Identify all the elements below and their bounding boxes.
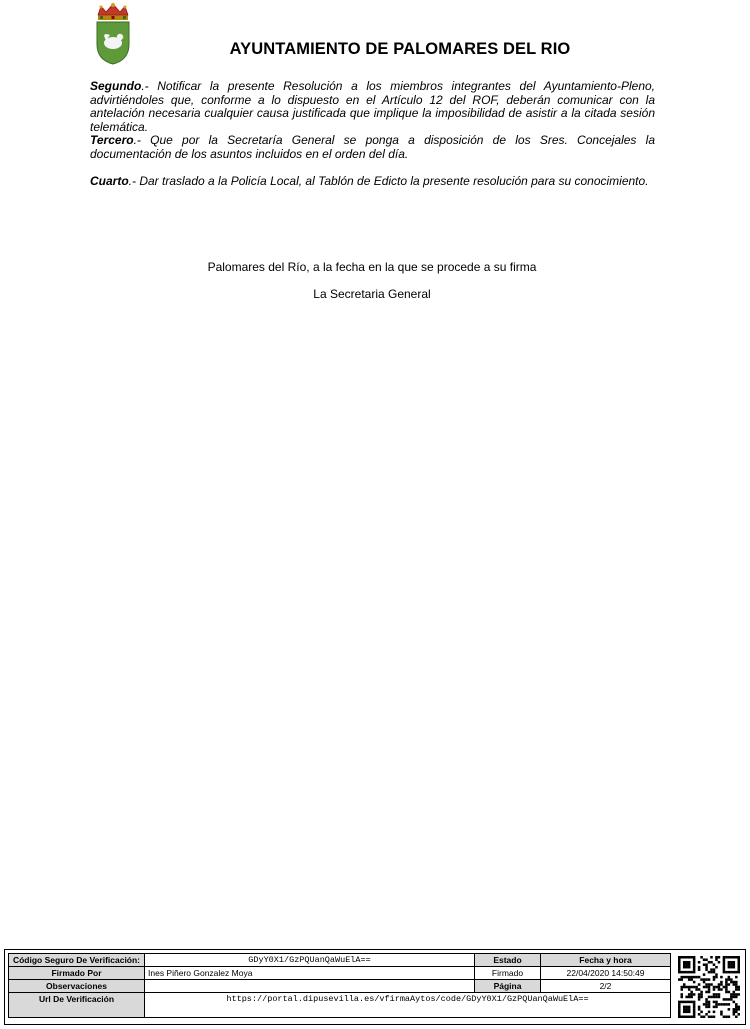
- fecha-header: Fecha y hora: [541, 954, 671, 967]
- paragraph-lead: Segundo: [90, 79, 142, 93]
- paragraph-lead: Cuarto: [90, 174, 129, 188]
- paragraph-text: .- Que por la Secretaría General se ponga a disposición de los Sres. Concejales la documentación de los asuntos incluidos en el orden del día.: [90, 133, 655, 161]
- verification-table: [8, 953, 671, 1018]
- pagina-value: 2/2: [541, 980, 671, 993]
- resolution-paragraph-segundo: [90, 80, 655, 134]
- page-title: AYUNTAMIENTO DE PALOMARES DEL RIO: [229, 40, 571, 58]
- paragraph-text: .- Notificar la presente Resolución a los miembros integrantes del Ayuntamiento-Pleno, advirtiéndoles que, conforme a lo dispuesto en el Artículo 12 del ROF, deberán comunicar con la antelación necesaria cualquier causa justificada que implique la imposibilidad de asistir a la citada sesión telemática.: [90, 79, 655, 134]
- firmado-por-value: Ines Piñero Gonzalez Moya: [145, 967, 475, 980]
- pagina-label: Página: [475, 980, 541, 993]
- resolution-paragraph-tercero: [90, 134, 655, 161]
- csv-label: Código Seguro De Verificación:: [9, 954, 145, 967]
- verification-qr-code-icon: [678, 956, 740, 1018]
- estado-value: Firmado: [475, 967, 541, 980]
- csv-value: GDyY0X1/GzPQUanQaWuElA==: [145, 954, 475, 967]
- signature-role: La Secretaria General: [313, 287, 431, 301]
- verification-url-link[interactable]: https://portal.dipusevilla.es/vfirmaAytos/code/GDyY0X1/GzPQUanQaWuElA==: [145, 993, 671, 1018]
- observaciones-value: [145, 980, 475, 993]
- url-label: Url De Verificación: [9, 993, 145, 1018]
- table-row: [9, 993, 671, 1018]
- paragraph-text: .- Dar traslado a la Policía Local, al Tablón de Edicto la presente resolución para su conocimiento.: [128, 174, 649, 188]
- observaciones-label: Observaciones: [9, 980, 145, 993]
- estado-header: Estado: [475, 954, 541, 967]
- paragraph-lead: Tercero: [90, 133, 134, 147]
- resolution-paragraph-cuarto: [90, 175, 655, 189]
- table-row: [9, 967, 671, 980]
- table-row: [9, 980, 671, 993]
- municipal-coat-of-arms-icon: [92, 2, 134, 66]
- fecha-value: 22/04/2020 14:50:49: [541, 967, 671, 980]
- signature-place-date: Palomares del Río, a la fecha en la que se procede a su firma: [207, 260, 537, 274]
- verification-footer: [4, 949, 746, 1025]
- firmado-por-label: Firmado Por: [9, 967, 145, 980]
- table-row: [9, 954, 671, 967]
